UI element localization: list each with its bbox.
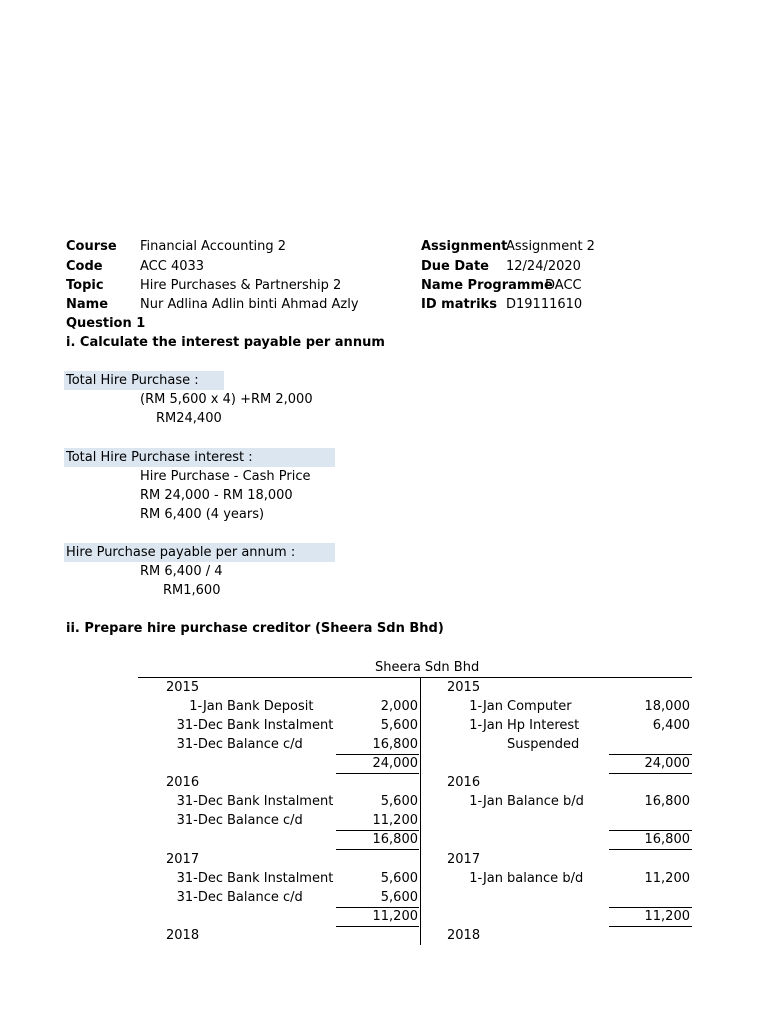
year-2015-debit: 2015 xyxy=(166,680,200,695)
subtotal-rule xyxy=(336,907,419,908)
total-hp-label: Total Hire Purchase : xyxy=(66,373,199,388)
entry-amount: 5,600 xyxy=(380,794,418,809)
total-rule xyxy=(336,849,419,850)
entry-amount: 2,000 xyxy=(380,699,418,714)
total-interest-line3: RM 6,400 (4 years) xyxy=(140,507,265,522)
assignment-label: Assignment xyxy=(421,239,508,254)
total-rule xyxy=(336,773,419,774)
code-label: Code xyxy=(66,259,103,274)
entry-date: 31-Dec xyxy=(176,737,223,752)
entry-amount: 16,800 xyxy=(372,737,418,752)
total-rule xyxy=(336,926,419,927)
entry-desc: Hp Interest xyxy=(507,718,580,733)
entry-date: 1-Jan xyxy=(469,794,503,809)
year-2016-debit: 2016 xyxy=(166,775,200,790)
entry-desc: Balance c/d xyxy=(227,813,303,828)
year-2015-credit: 2015 xyxy=(447,680,481,695)
total-interest-label: Total Hire Purchase interest : xyxy=(66,450,253,465)
entry-date: 31-Dec xyxy=(176,718,223,733)
entry-desc: Bank Instalment xyxy=(227,794,334,809)
total-interest-line1: Hire Purchase - Cash Price xyxy=(140,469,311,484)
total-2016-debit: 16,800 xyxy=(372,832,418,847)
name-value: Nur Adlina Adlin binti Ahmad Azly xyxy=(140,297,359,312)
id-matriks-label: ID matriks xyxy=(421,297,497,312)
entry-amount: 11,200 xyxy=(644,871,690,886)
entry-date: 31-Dec xyxy=(176,794,223,809)
assignment-value: Assignment 2 xyxy=(506,239,595,254)
subtotal-rule xyxy=(609,754,692,755)
subtotal-rule xyxy=(609,907,692,908)
total-2017-debit: 11,200 xyxy=(372,909,418,924)
programme-label: Name Programme xyxy=(421,278,553,293)
entry-date: 1-Jan xyxy=(469,699,503,714)
subtotal-rule xyxy=(336,754,419,755)
total-hp-formula: (RM 5,600 x 4) +RM 2,000 xyxy=(140,392,313,407)
course-label: Course xyxy=(66,239,117,254)
total-interest-line2: RM 24,000 - RM 18,000 xyxy=(140,488,293,503)
year-2018-credit: 2018 xyxy=(447,928,481,943)
entry-desc: Balance c/d xyxy=(227,890,303,905)
entry-date: 1-Jan xyxy=(189,699,223,714)
account-name: Sheera Sdn Bhd xyxy=(375,660,480,675)
programme-value: DACC xyxy=(545,278,582,293)
entry-amount: 11,200 xyxy=(372,813,418,828)
total-2017-credit: 11,200 xyxy=(644,909,690,924)
entry-amount: 6,400 xyxy=(652,718,690,733)
entry-amount: 5,600 xyxy=(380,890,418,905)
total-rule xyxy=(609,849,692,850)
entry-date: 1-Jan xyxy=(469,718,503,733)
total-2015-debit: 24,000 xyxy=(372,756,418,771)
due-date-value: 12/24/2020 xyxy=(506,259,581,274)
entry-date: 31-Dec xyxy=(176,871,223,886)
total-2015-credit: 24,000 xyxy=(644,756,690,771)
code-value: ACC 4033 xyxy=(140,259,205,274)
per-annum-result: RM1,600 xyxy=(163,583,221,598)
year-2017-debit: 2017 xyxy=(166,852,200,867)
part-ii-title: ii. Prepare hire purchase creditor (Sheera Sdn Bhd) xyxy=(66,621,444,636)
entry-amount: 5,600 xyxy=(380,871,418,886)
year-2018-debit: 2018 xyxy=(166,928,200,943)
entry-amount: 5,600 xyxy=(380,718,418,733)
entry-amount: 16,800 xyxy=(644,794,690,809)
name-label: Name xyxy=(66,297,109,312)
question-title: Question 1 xyxy=(66,316,146,331)
total-rule xyxy=(609,926,692,927)
id-matriks-value: D19111610 xyxy=(506,297,583,312)
total-2016-credit: 16,800 xyxy=(644,832,690,847)
total-rule xyxy=(609,773,692,774)
entry-desc: Bank Instalment xyxy=(227,718,334,733)
entry-amount: 18,000 xyxy=(644,699,690,714)
account-center-rule xyxy=(420,677,421,945)
due-date-label: Due Date xyxy=(421,259,489,274)
per-annum-formula: RM 6,400 / 4 xyxy=(140,564,223,579)
entry-date: 31-Dec xyxy=(176,813,223,828)
entry-date: 1-Jan xyxy=(469,871,503,886)
total-hp-result: RM24,400 xyxy=(156,411,222,426)
course-value: Financial Accounting 2 xyxy=(140,239,287,254)
entry-desc: Computer xyxy=(507,699,572,714)
account-top-rule xyxy=(138,677,692,678)
part-i-title: i. Calculate the interest payable per annum xyxy=(66,335,385,350)
year-2016-credit: 2016 xyxy=(447,775,481,790)
entry-desc: Balance c/d xyxy=(227,737,303,752)
entry-desc: Bank Deposit xyxy=(227,699,314,714)
subtotal-rule xyxy=(336,830,419,831)
subtotal-rule xyxy=(609,830,692,831)
year-2017-credit: 2017 xyxy=(447,852,481,867)
entry-date: 31-Dec xyxy=(176,890,223,905)
topic-value: Hire Purchases & Partnership 2 xyxy=(140,278,342,293)
entry-desc: Balance b/d xyxy=(507,794,584,809)
entry-desc: Bank Instalment xyxy=(227,871,334,886)
entry-desc: Suspended xyxy=(507,737,580,752)
per-annum-label: Hire Purchase payable per annum : xyxy=(66,545,296,560)
topic-label: Topic xyxy=(66,278,104,293)
entry-desc: balance b/d xyxy=(507,871,584,886)
